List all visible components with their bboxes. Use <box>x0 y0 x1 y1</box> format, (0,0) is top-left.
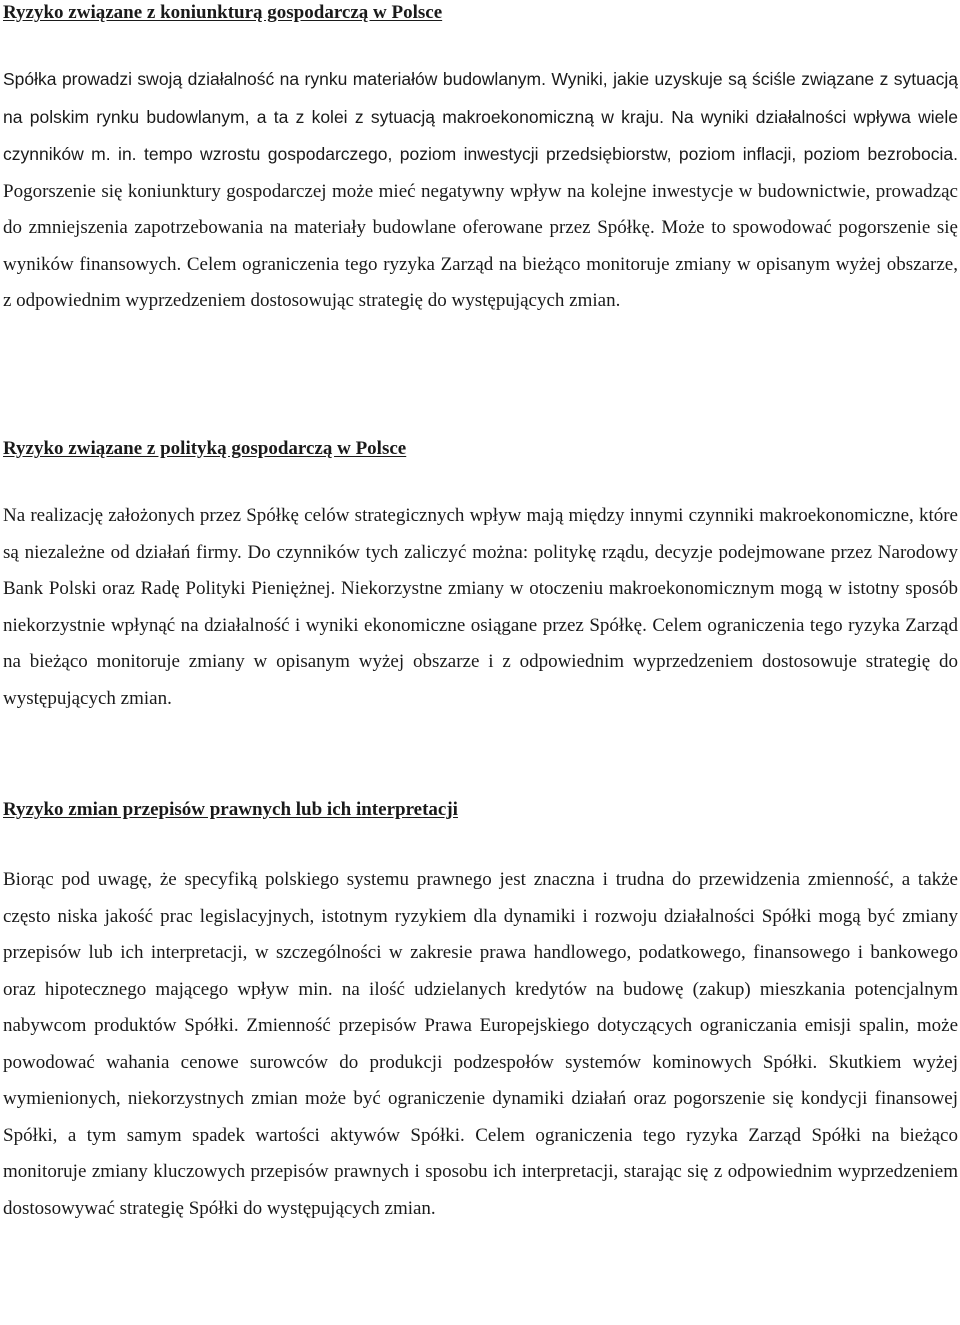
section-heading-economic-policy: Ryzyko związane z polityką gospodarczą w Polsce <box>3 438 407 459</box>
section-paragraph-legal-changes <box>3 862 958 1227</box>
section-heading-legal-changes: Ryzyko zmian przepisów prawnych lub ich interpretacji <box>3 799 458 820</box>
paragraph-text: Pogorszenie się koniunktury gospodarczej może mieć negatywny wpływ na kolejne inwestycje w budownictwie, prowadząc do zmniejszenia zapotrzebowania na materiały budowlane oferowane przez Spółkę. Może to spowodować pogorszenie się wyników finansowych. <box>3 180 958 275</box>
paragraph-text: Spółka prowadzi swoją działalność na rynku materiałów budowlanym. Wyniki, jakie uzyskuje są ściśle związane z sytuacją na polskim rynku budowlanym, a ta z kolei z sytuacją makroekonomiczną w kraju. Na wyniki działalności wpływa wiele czynników m. in. tempo wzrostu gospodarczego, poziom inwestycji przedsiębiorstw, poziom inflacji, poziom bezrobocia. <box>3 69 958 164</box>
paragraph-text: Biorąc pod uwagę, że specyfiką polskiego systemu prawnego jest znaczna i trudna do przewidzenia zmienność, a także często niska jakość prac legislacyjnych, istotnym ryzykiem dla dynamiki i rozwoju działalności Spółki mogą być zmiany przepisów lub ich interpretacji, w szczególności w zakresie prawa handlowego, podatkowego, finansowego i bankowego oraz hipotecznego mającego wpływ min. na ilość udzielanych kredytów na budowę (zakup) mieszkania potencjalnym nabywcom produktów Spółki. Zmienność przepisów Prawa Europejskiego dotyczących ograniczania emisji spalin, może powodować wahania cenowe surowców do produkcji podzespołów systemów kominowych Spółki. Skutkiem wyżej wymienionych, niekorzystnych zmian może być ograniczenie dynamiki działań oraz pogorszenie się kondycji finansowej Spółki, a tym samym spadek wartości aktywów Spółki. Celem ograniczenia tego ryzyka Zarząd Spółki na bieżąco monitoruje zmiany kluczowych przepisów prawnych i sposobu ich interpretacji, starając się z odpowiednim wyprzedzeniem dostosowywać strategię Spółki do występujących zmian. <box>3 869 958 1219</box>
paragraph-text: Celem ograniczenia tego ryzyka Zarząd na bieżąco monitoruje zmiany w opisanym wyżej obszarze, z odpowiednim wyprzedzeniem dostosowując strategię do występujących zmian. <box>3 253 958 311</box>
section-paragraph-economic-policy <box>3 498 958 717</box>
section-paragraph-economic-conditions <box>3 61 958 320</box>
section-heading-economic-conditions: Ryzyko związane z koniunkturą gospodarczą w Polsce <box>3 2 443 23</box>
paragraph-text: Na realizację założonych przez Spółkę celów strategicznych wpływ mają między innymi czynniki makroekonomiczne, które są niezależne od działań firmy. Do czynników tych zaliczyć można: politykę rządu, decyzje podejmowane przez Narodowy Bank Polski oraz Radę Polityki Pieniężnej. Niekorzystne zmiany w otoczeniu makroekonomicznym mogą w istotny sposób niekorzystnie wpłynąć na działalność i wyniki ekonomiczne osiągane przez Spółkę. Celem ograniczenia tego ryzyka Zarząd na bieżąco monitoruje zmiany w opisanym wyżej obszarze i z odpowiednim wyprzedzeniem dostosowuje strategię do występujących zmian. <box>3 505 958 709</box>
